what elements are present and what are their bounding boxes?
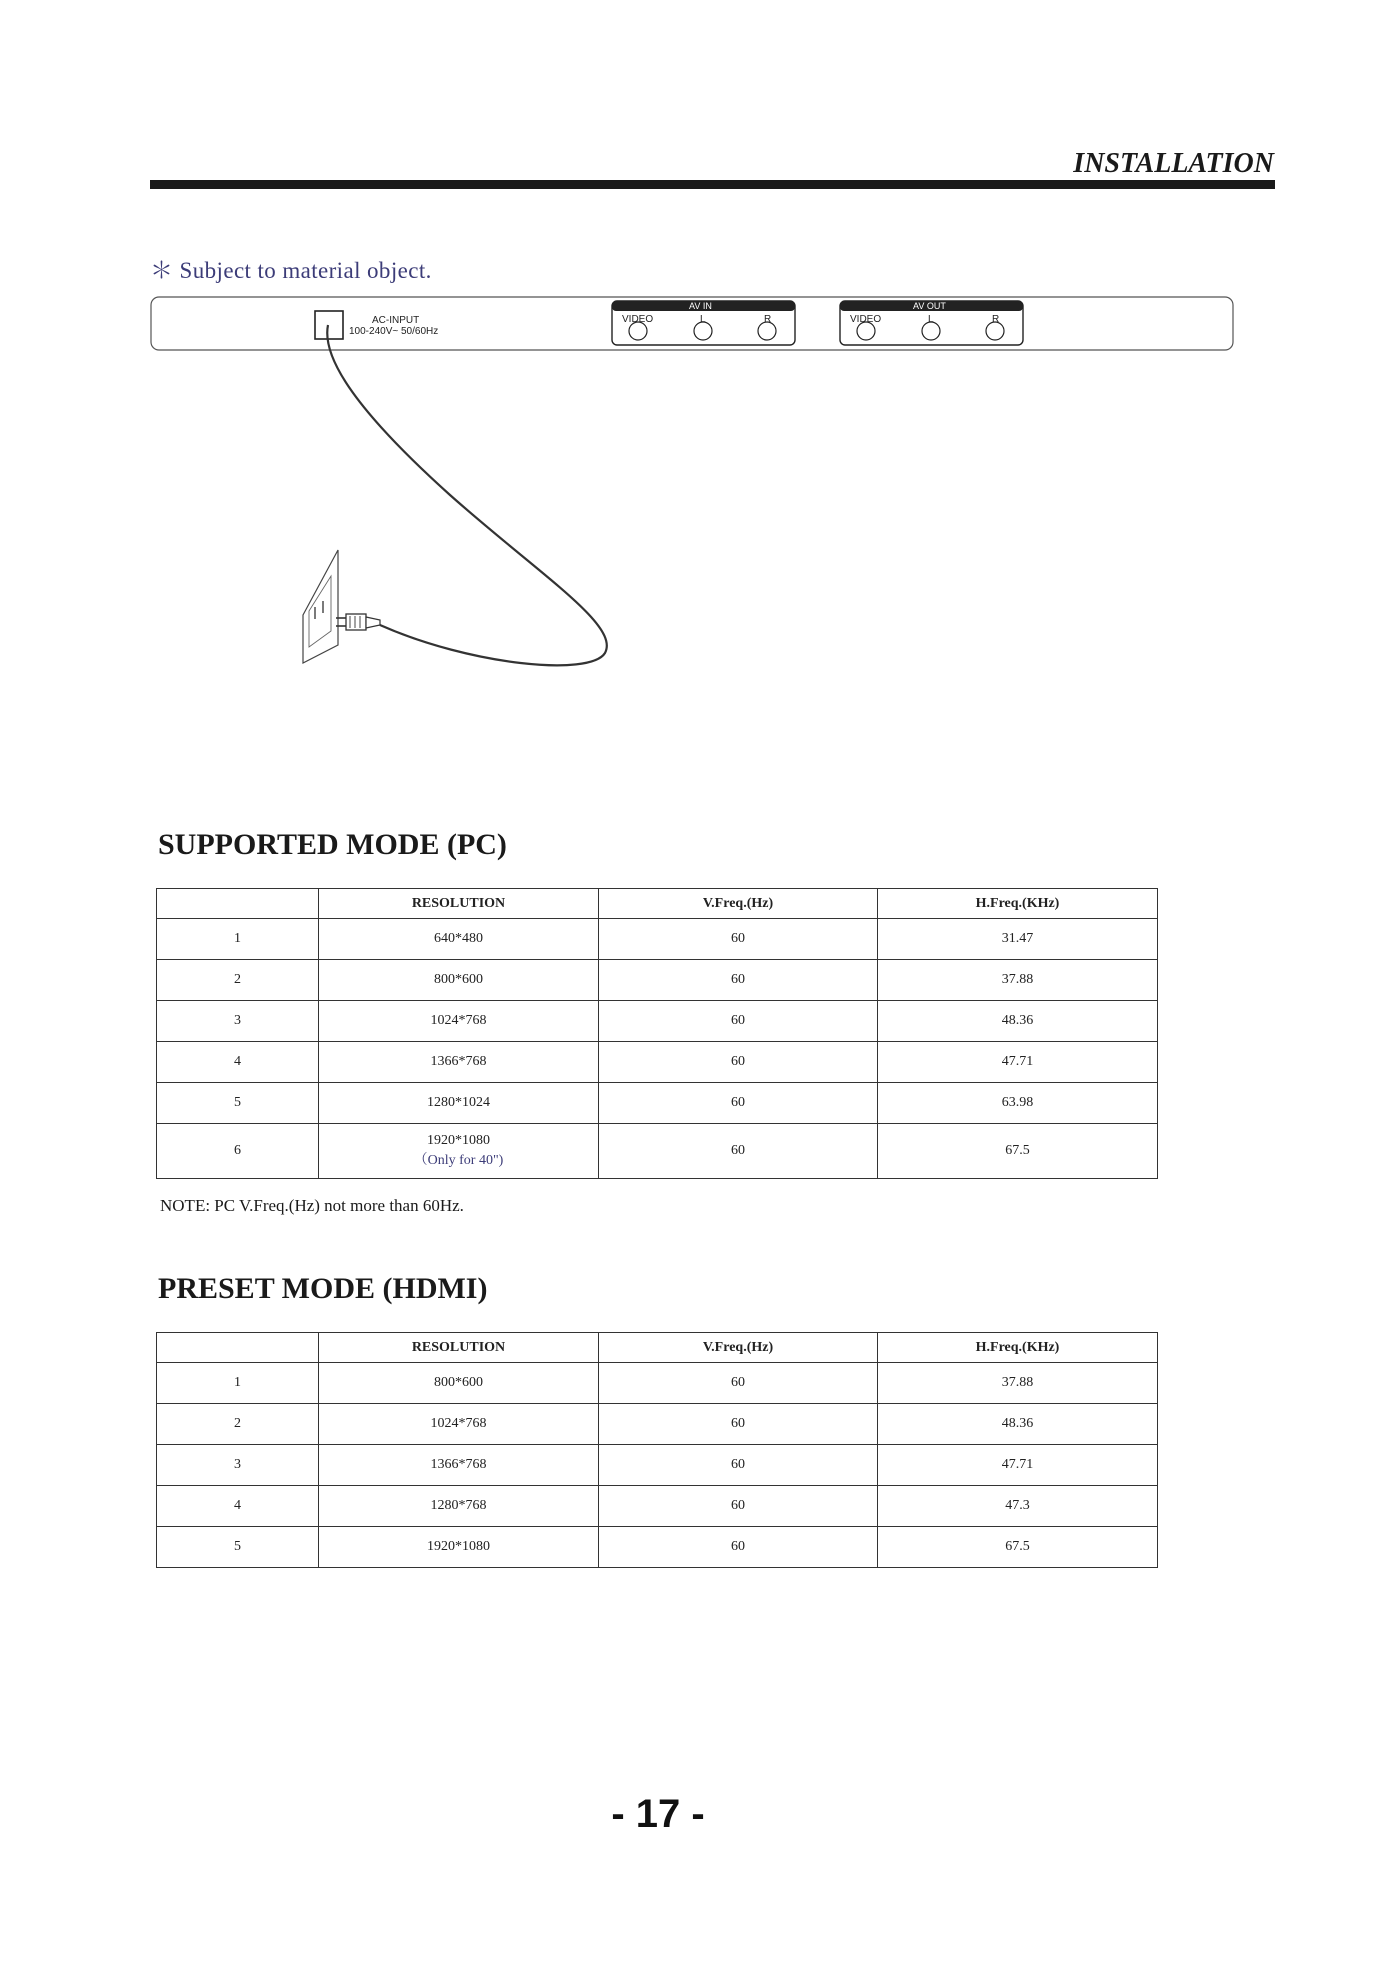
row-resolution: 1920*1080 — [427, 1133, 490, 1148]
row-resolution: 1024*768 — [319, 1404, 599, 1445]
row-vfreq: 60 — [599, 1363, 878, 1404]
row-number: 3 — [157, 1001, 319, 1042]
pc-section-title: SUPPORTED MODE (PC) — [158, 828, 507, 861]
connection-diagram — [150, 295, 1240, 675]
wall-outlet-icon — [303, 550, 338, 663]
connection-diagram-drawing — [150, 295, 1240, 675]
row-vfreq: 60 — [599, 1001, 878, 1042]
power-plug-icon — [336, 614, 380, 630]
row-resolution: 1366*768 — [319, 1042, 599, 1083]
table-row — [157, 1083, 1158, 1124]
table-row — [157, 1404, 1158, 1445]
column-header-number — [157, 889, 319, 919]
hdmi-section-title: PRESET MODE (HDMI) — [158, 1272, 488, 1305]
row-vfreq: 60 — [599, 960, 878, 1001]
table-row — [157, 1124, 1158, 1179]
row-number: 1 — [157, 919, 319, 960]
subject-note: ＊ Subject to material object. — [150, 258, 432, 283]
column-header-vfreq: V.Freq.(Hz) — [599, 1333, 878, 1363]
row-number: 5 — [157, 1083, 319, 1124]
page-number: - 17 - — [611, 1792, 705, 1836]
row-resolution: 800*600 — [319, 1363, 599, 1404]
row-resolution: 640*480 — [319, 919, 599, 960]
av-out-video-label: VIDEO — [850, 314, 882, 325]
row-number: 2 — [157, 1404, 319, 1445]
column-header-number — [157, 1333, 319, 1363]
row-hfreq: 47.3 — [878, 1486, 1158, 1527]
ac-input-socket — [315, 311, 343, 339]
av-in-left-label: L — [700, 314, 706, 325]
row-number: 6 — [157, 1124, 319, 1179]
column-header-hfreq: H.Freq.(KHz) — [878, 889, 1158, 919]
row-resolution: 1366*768 — [319, 1445, 599, 1486]
row-number: 4 — [157, 1486, 319, 1527]
table-row — [157, 1486, 1158, 1527]
column-header-resolution: RESOLUTION — [319, 889, 599, 919]
table-row — [157, 919, 1158, 960]
row-hfreq: 31.47 — [878, 919, 1158, 960]
row-vfreq: 60 — [599, 919, 878, 960]
row-vfreq: 60 — [599, 1527, 878, 1568]
pc-modes-table — [156, 888, 1158, 1179]
table-header-row — [157, 889, 1158, 919]
row-number: 3 — [157, 1445, 319, 1486]
av-in-video-label: VIDEO — [622, 314, 654, 325]
header-divider-bar — [150, 180, 1275, 189]
row-hfreq: 67.5 — [878, 1527, 1158, 1568]
row-hfreq: 37.88 — [878, 1363, 1158, 1404]
row-vfreq: 60 — [599, 1445, 878, 1486]
av-out-left-label: L — [928, 314, 934, 325]
row-vfreq: 60 — [599, 1124, 878, 1179]
table-row — [157, 1001, 1158, 1042]
row-vfreq: 60 — [599, 1404, 878, 1445]
row-resolution: 1280*768 — [319, 1486, 599, 1527]
table-row — [157, 1042, 1158, 1083]
hdmi-modes-table — [156, 1332, 1158, 1568]
section-header-title: INSTALLATION — [1073, 148, 1274, 179]
row-resolution: 1024*768 — [319, 1001, 599, 1042]
row-hfreq: 48.36 — [878, 1001, 1158, 1042]
row-hfreq: 67.5 — [878, 1124, 1158, 1179]
ac-input-spec: 100-240V~ 50/60Hz — [349, 326, 439, 337]
row-vfreq: 60 — [599, 1486, 878, 1527]
row-vfreq: 60 — [599, 1042, 878, 1083]
row-number: 4 — [157, 1042, 319, 1083]
av-out-title: AV OUT — [913, 301, 946, 311]
av-in-title: AV IN — [689, 301, 712, 311]
ac-input-label: AC-INPUT — [372, 315, 420, 326]
row-hfreq: 47.71 — [878, 1445, 1158, 1486]
row-resolution-cell — [319, 1124, 599, 1179]
column-header-hfreq: H.Freq.(KHz) — [878, 1333, 1158, 1363]
column-header-vfreq: V.Freq.(Hz) — [599, 889, 878, 919]
row-number: 1 — [157, 1363, 319, 1404]
power-cord-icon — [327, 325, 607, 665]
column-header-resolution: RESOLUTION — [319, 1333, 599, 1363]
row-vfreq: 60 — [599, 1083, 878, 1124]
table-header-row — [157, 1333, 1158, 1363]
row-hfreq: 37.88 — [878, 960, 1158, 1001]
row-hfreq: 63.98 — [878, 1083, 1158, 1124]
table-row — [157, 1363, 1158, 1404]
row-resolution-note: （Only for 40") — [413, 1153, 504, 1168]
row-number: 2 — [157, 960, 319, 1001]
row-resolution: 1280*1024 — [319, 1083, 599, 1124]
table-row — [157, 1527, 1158, 1568]
pc-vfreq-note: NOTE: PC V.Freq.(Hz) not more than 60Hz. — [160, 1196, 464, 1215]
av-out-right-label: R — [992, 314, 1000, 325]
row-hfreq: 47.71 — [878, 1042, 1158, 1083]
table-row — [157, 1445, 1158, 1486]
row-resolution: 1920*1080 — [319, 1527, 599, 1568]
row-hfreq: 48.36 — [878, 1404, 1158, 1445]
row-number: 5 — [157, 1527, 319, 1568]
row-resolution: 800*600 — [319, 960, 599, 1001]
table-row — [157, 960, 1158, 1001]
av-in-right-label: R — [764, 314, 772, 325]
